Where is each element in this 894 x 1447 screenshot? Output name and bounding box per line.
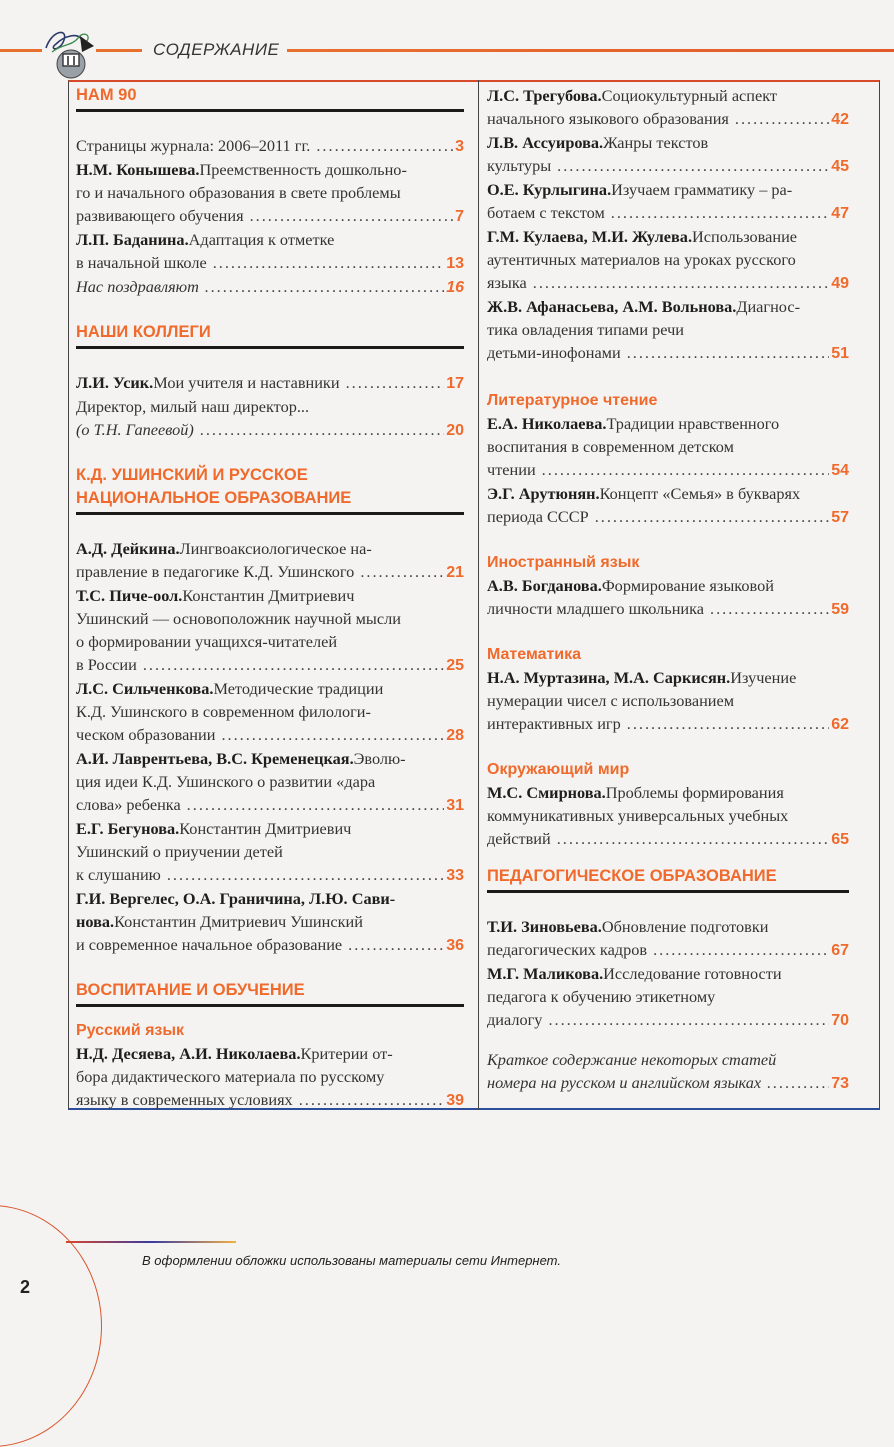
page-number: 31 (446, 797, 464, 814)
toc-entry[interactable] (76, 747, 464, 817)
toc-entry[interactable] (487, 915, 849, 962)
leader-dots (213, 251, 445, 274)
entry-title: бора дидактического материала по русскому (76, 1067, 385, 1086)
entry-authors: Г.М. Кулаева, М.И. Жулева. (487, 227, 693, 246)
entry-authors: Л.И. Усик. (76, 373, 154, 392)
entry-title: коммуникативных универсальных учебных (487, 806, 789, 825)
entry-title: Ушинский о приучении детей (76, 842, 283, 861)
toc-entry[interactable] (76, 134, 464, 158)
entry-authors: нова. (76, 912, 115, 931)
toc-entry[interactable] (76, 537, 464, 584)
journal-logo-icon (38, 26, 98, 82)
leader-dots (205, 275, 444, 298)
entry-title: Исследование готовности (603, 964, 782, 983)
section-title: НАШИ КОЛЛЕГИ (76, 323, 211, 341)
entry-title: Изучаем грамматику – ра- (611, 180, 793, 199)
entry-title: развивающего обучения (76, 206, 244, 225)
leader-dots (767, 1071, 829, 1094)
section-title-line: НАЦИОНАЛЬНОЕ ОБРАЗОВАНИЕ (76, 489, 352, 507)
toc-entry-summary[interactable] (487, 1048, 849, 1095)
entry-title: Ушинский — основоположник научной мысли (76, 609, 401, 628)
toc-entry[interactable] (487, 962, 849, 1032)
entry-title: в начальной школе (76, 253, 207, 272)
entry-title: Лингвоаксиологическое на- (179, 539, 372, 558)
entry-authors: А.Д. Дейкина. (76, 539, 180, 558)
subsection-title: Окружающий мир (487, 761, 630, 778)
toc-entry[interactable] (487, 178, 849, 225)
toc-entry[interactable] (487, 412, 849, 482)
section-rule (76, 109, 464, 112)
toc-right-column (487, 84, 849, 1095)
page-number: 73 (831, 1075, 849, 1092)
entry-title: интерактивных игр (487, 714, 621, 733)
section-rule (487, 890, 849, 893)
section-title: НАМ 90 (76, 86, 137, 104)
entry-title: действий (487, 829, 551, 848)
entry-authors: Э.Г. Арутюнян. (487, 484, 600, 503)
entry-title: Адаптация к отметке (188, 230, 335, 249)
entry-title: педагога к обучению этикетному (487, 987, 716, 1006)
toc-entry[interactable] (76, 158, 464, 228)
toc-entry[interactable] (76, 1042, 464, 1112)
entry-title: диалогу (487, 1010, 543, 1029)
leader-dots (533, 271, 829, 294)
page-number: 17 (446, 375, 464, 392)
section-title-line: К.Д. УШИНСКИЙ И РУССКОЕ (76, 466, 308, 484)
section-title (76, 464, 464, 510)
entry-title: и современное начальное образование (76, 935, 343, 954)
page-number: 25 (446, 657, 464, 674)
page-number: 21 (446, 564, 464, 581)
entry-title: ботаем с текстом (487, 203, 605, 222)
entry-title: воспитания в современном детском (487, 437, 734, 456)
leader-dots (548, 1008, 829, 1031)
leader-dots (167, 863, 444, 886)
entry-title: детьми-инофонами (487, 343, 621, 362)
entry-title: Диагнос- (736, 297, 800, 316)
entry-authors: М.С. Смирнова. (487, 783, 606, 802)
entry-title: Константин Дмитриевич (182, 586, 355, 605)
leader-dots (710, 597, 829, 620)
header-rule-mid (96, 49, 142, 52)
subsection-title: Русский язык (76, 1022, 185, 1039)
entry-title: номера на русском и английском языках (487, 1073, 762, 1092)
page-number: 51 (831, 345, 849, 362)
entry-title: К.Д. Ушинского в современном филологи- (76, 702, 371, 721)
entry-title: о формировании учащихся-читателей (76, 632, 338, 651)
toc-entry[interactable] (76, 677, 464, 747)
entry-title: нумерации чисел с использованием (487, 691, 735, 710)
toc-entry[interactable] (76, 817, 464, 887)
leader-dots (200, 418, 444, 441)
entry-title: периода СССР (487, 507, 589, 526)
entry-title: Проблемы формирования (605, 783, 784, 802)
entry-title: Жанры текстов (603, 133, 709, 152)
entry-title: Страницы журнала: 2006–2011 гг. (76, 136, 311, 155)
entry-title: го и начального образования в свете проблемы (76, 183, 401, 202)
entry-title: аутентичных материалов на уроках русского (487, 250, 796, 269)
column-divider (478, 80, 479, 1110)
toc-entry[interactable] (76, 228, 464, 275)
entry-title: Социокультурный аспект (601, 86, 778, 105)
section-rule (76, 512, 464, 515)
entry-title: ция идеи К.Д. Ушинского о развитии «дара (76, 772, 376, 791)
leader-dots (187, 793, 445, 816)
entry-title: тика овладения типами речи (487, 320, 684, 339)
page-number: 36 (446, 937, 464, 954)
section-title: ВОСПИТАНИЕ И ОБУЧЕНИЕ (76, 981, 305, 999)
entry-title: культуры (487, 156, 552, 175)
leader-dots (735, 107, 829, 130)
leader-dots (250, 204, 454, 227)
toc-entry[interactable] (487, 574, 849, 621)
toc-entry[interactable] (487, 225, 849, 295)
entry-authors: Ж.В. Афанасьева, А.М. Вольнова. (487, 297, 737, 316)
page-number: 47 (831, 205, 849, 222)
entry-authors: Е.Г. Бегунова. (76, 819, 180, 838)
page-number: 3 (455, 138, 464, 155)
section-title: ПЕДАГОГИЧЕСКОЕ ОБРАЗОВАНИЕ (487, 867, 777, 885)
toc-entry[interactable] (487, 84, 849, 131)
page-number: 28 (446, 727, 464, 744)
page-number: 70 (831, 1012, 849, 1029)
leader-dots (611, 201, 829, 224)
entry-authors: Л.С. Сильченкова. (76, 679, 214, 698)
page-number: 39 (446, 1092, 464, 1109)
subsection-title: Математика (487, 646, 582, 663)
toc-left-column (76, 84, 464, 1112)
entry-title: Эволю- (353, 749, 406, 768)
page-number: 13 (446, 255, 464, 272)
leader-dots (346, 371, 445, 394)
toc-entry[interactable] (76, 887, 464, 957)
entry-title: начального языкового образования (487, 109, 729, 128)
leader-dots (595, 505, 830, 528)
leader-dots (221, 723, 444, 746)
leader-dots (557, 827, 830, 850)
toc-entry[interactable] (487, 781, 849, 851)
entry-authors: Л.П. Баданина. (76, 230, 189, 249)
page-number: 59 (831, 601, 849, 618)
entry-title: слова» ребенка (76, 795, 181, 814)
toc-entry[interactable] (487, 295, 849, 365)
page-number: 45 (831, 158, 849, 175)
toc-entry[interactable] (487, 666, 849, 736)
subsection-title: Литературное чтение (487, 392, 658, 409)
entry-title: к слушанию (76, 865, 161, 884)
entry-title: Использование (692, 227, 798, 246)
entry-title: Мои учителя и наставники (153, 373, 340, 392)
entry-title: (о Т.Н. Гапеевой) (76, 420, 194, 439)
toc-entry[interactable] (487, 482, 849, 529)
page-number: 67 (831, 942, 849, 959)
entry-title: личности младшего школьника (487, 599, 705, 618)
entry-authors: Е.А. Николаева. (487, 414, 607, 433)
entry-title: в России (76, 655, 137, 674)
page-number: 62 (831, 716, 849, 733)
leader-dots (542, 458, 830, 481)
entry-title: языка (487, 273, 527, 292)
entry-title: Обновление подготовки (601, 917, 769, 936)
leader-dots (143, 653, 444, 676)
section-rule (76, 1004, 464, 1007)
header-rule-left (0, 49, 42, 52)
page-number: 16 (446, 279, 464, 296)
entry-title: Нас поздравляют (76, 277, 199, 296)
entry-title: Традиции нравственного (606, 414, 780, 433)
entry-title: языку в современных условиях (76, 1090, 293, 1109)
section-rule (76, 346, 464, 349)
page-title: СОДЕРЖАНИЕ (153, 40, 280, 59)
entry-title: Директор, милый наш директор... (76, 397, 310, 416)
entry-title: ческом образовании (76, 725, 216, 744)
entry-title: Концепт «Семья» в букварях (599, 484, 801, 503)
page-number: 42 (831, 111, 849, 128)
entry-authors: Н.А. Муртазина, М.А. Саркисян. (487, 668, 731, 687)
page-number: 49 (831, 275, 849, 292)
entry-title: Методические традиции (213, 679, 384, 698)
footer-note: В оформлении обложки использованы материалы сети Интернет. (142, 1253, 561, 1268)
toc-entry[interactable] (76, 275, 464, 299)
header-rule-right (287, 49, 894, 52)
leader-dots (360, 560, 444, 583)
entry-authors: Т.И. Зиновьева. (487, 917, 602, 936)
entry-authors: Н.Д. Десяева, А.И. Николаева. (76, 1044, 301, 1063)
leader-dots (627, 712, 829, 735)
subsection-title: Иностранный язык (487, 554, 640, 571)
leader-dots (627, 341, 830, 364)
toc-entry[interactable] (76, 371, 464, 395)
entry-authors: О.Е. Курлыгина. (487, 180, 612, 199)
leader-dots (348, 933, 444, 956)
entry-title: Преемственность дошкольно- (199, 160, 407, 179)
entry-title: Формирование языковой (601, 576, 774, 595)
entry-authors: А.И. Лаврентьева, В.С. Кременецкая. (76, 749, 354, 768)
entry-title: педагогических кадров (487, 940, 648, 959)
entry-title: Константин Дмитриевич Ушинский (114, 912, 363, 931)
toc-entry[interactable] (487, 131, 849, 178)
toc-entry[interactable] (76, 395, 464, 442)
entry-authors: А.В. Богданова. (487, 576, 602, 595)
entry-title: Изучение (730, 668, 797, 687)
leader-dots (316, 134, 453, 157)
page-number: 20 (446, 422, 464, 439)
leader-dots (653, 938, 829, 961)
entry-authors: М.Г. Маликова. (487, 964, 604, 983)
entry-title: чтении (487, 460, 536, 479)
entry-title: Критерии от- (300, 1044, 393, 1063)
entry-title: правление в педагогике К.Д. Ушинского (76, 562, 355, 581)
entry-authors: Н.М. Конышева. (76, 160, 200, 179)
entry-authors: Л.В. Ассуирова. (487, 133, 604, 152)
page-number: 33 (446, 867, 464, 884)
toc-entry[interactable] (76, 584, 464, 677)
entry-authors: Г.И. Вергелес, О.А. Граничина, Л.Ю. Сави- (76, 889, 396, 908)
leader-dots (299, 1088, 445, 1111)
entry-title: Краткое содержание некоторых статей (487, 1050, 777, 1069)
entry-title: Константин Дмитриевич (179, 819, 352, 838)
entry-authors: Л.С. Трегубова. (487, 86, 602, 105)
page-number: 65 (831, 831, 849, 848)
page-number: 54 (831, 462, 849, 479)
entry-authors: Т.С. Пиче-оол. (76, 586, 183, 605)
footer-rule (66, 1241, 236, 1243)
folio-page-number: 2 (20, 1277, 31, 1297)
page-number: 57 (831, 509, 849, 526)
page-number: 7 (455, 208, 464, 225)
leader-dots (557, 154, 829, 177)
